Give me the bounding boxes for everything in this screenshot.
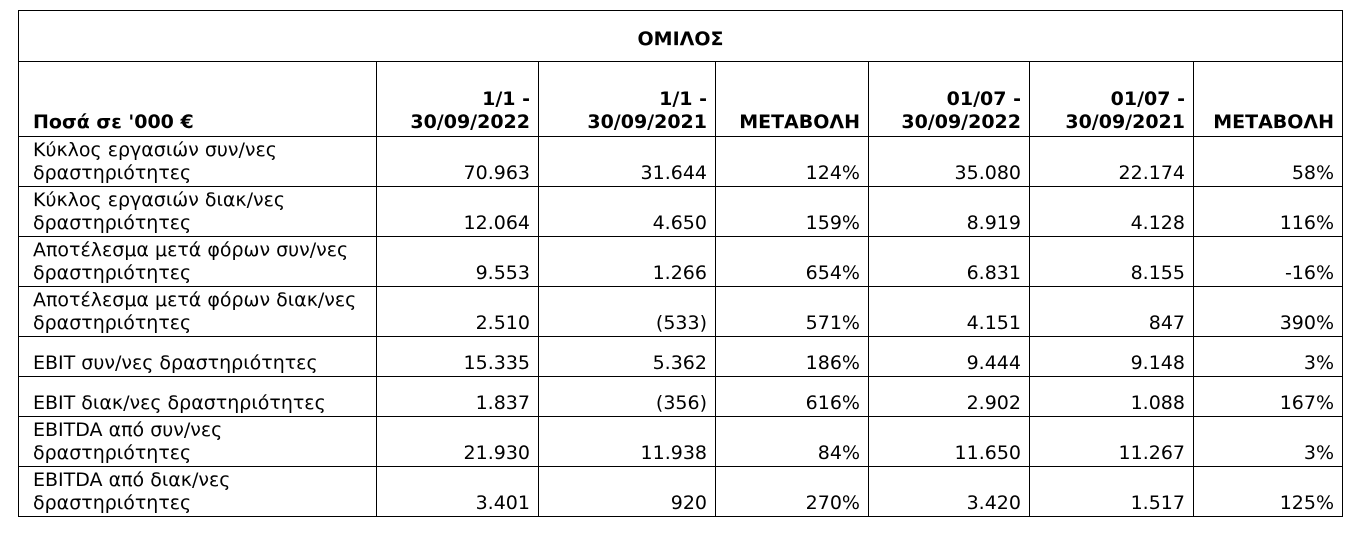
table-cell: 920: [539, 467, 716, 517]
table-cell: 390%: [1194, 287, 1343, 337]
row-label: [19, 467, 377, 517]
header-quarter-2022: [869, 62, 1030, 137]
table-cell: 1.266: [539, 237, 716, 287]
header-quarter-2021: [1030, 62, 1194, 137]
row-label-line: δραστηριότητες: [33, 442, 192, 464]
table-cell: 35.080: [869, 137, 1030, 187]
table-cell: 3%: [1194, 417, 1343, 467]
table-row: [19, 237, 1343, 287]
table-cell: 11.650: [869, 417, 1030, 467]
row-label: [19, 417, 377, 467]
table-cell: 12.064: [377, 187, 539, 237]
table-cell: 9.148: [1030, 337, 1194, 377]
table-cell: 8.919: [869, 187, 1030, 237]
table-row: [19, 187, 1343, 237]
row-label-line: EBITDA από συν/νες: [33, 419, 223, 441]
table-row: [19, 467, 1343, 517]
financial-table: [18, 10, 1343, 517]
table-title-row: [19, 11, 1343, 62]
table-cell: 186%: [716, 337, 869, 377]
table-cell: 9.444: [869, 337, 1030, 377]
table-title: ΟΜΙΛΟΣ: [19, 11, 1343, 62]
table-row: [19, 287, 1343, 337]
row-label: [19, 287, 377, 337]
table-cell: 8.155: [1030, 237, 1194, 287]
table-cell: 15.335: [377, 337, 539, 377]
table-cell: 6.831: [869, 237, 1030, 287]
row-label-line: δραστηριότητες: [33, 312, 192, 334]
table-cell: 1.837: [377, 377, 539, 417]
table-cell: 84%: [716, 417, 869, 467]
table-cell: 571%: [716, 287, 869, 337]
header-period-2022: [377, 62, 539, 137]
table-cell: 616%: [716, 377, 869, 417]
table-cell: 2.510: [377, 287, 539, 337]
header-line: ΜΕΤΑΒΟΛΗ: [739, 111, 860, 133]
row-label-line: EBITDA από διακ/νες: [33, 469, 231, 491]
row-label: [19, 337, 377, 377]
table-cell: 1.517: [1030, 467, 1194, 517]
row-label-line: δραστηριότητες: [33, 162, 192, 184]
row-label: [19, 237, 377, 287]
row-label-line: δραστηριότητες: [33, 212, 192, 234]
row-label-line: Κύκλος εργασιών συν/νες: [33, 139, 277, 161]
row-label-line: Αποτέλεσμα μετά φόρων συν/νες: [33, 239, 349, 261]
header-line: 30/09/2021: [1065, 111, 1185, 133]
row-label-line: δραστηριότητες: [33, 262, 192, 284]
header-amounts: [19, 62, 377, 137]
table-cell: 270%: [716, 467, 869, 517]
table-cell: (533): [539, 287, 716, 337]
table-cell: 116%: [1194, 187, 1343, 237]
table-row: [19, 377, 1343, 417]
table-cell: 4.650: [539, 187, 716, 237]
table-cell: 2.902: [869, 377, 1030, 417]
header-line: 30/09/2022: [901, 111, 1021, 133]
header-change: [716, 62, 869, 137]
table-cell: 3.420: [869, 467, 1030, 517]
row-label-line: Κύκλος εργασιών διακ/νες: [33, 189, 286, 211]
table-row: [19, 417, 1343, 467]
table-cell: 125%: [1194, 467, 1343, 517]
header-line: Ποσά σε '000 €: [33, 111, 194, 133]
header-line: 01/07 -: [946, 88, 1021, 110]
table-cell: 3%: [1194, 337, 1343, 377]
table-cell: -16%: [1194, 237, 1343, 287]
table-cell: 22.174: [1030, 137, 1194, 187]
row-label-line: δραστηριότητες: [33, 492, 192, 514]
header-line: 01/07 -: [1110, 88, 1185, 110]
table-cell: 124%: [716, 137, 869, 187]
header-line: 30/09/2021: [587, 111, 707, 133]
table-cell: 31.644: [539, 137, 716, 187]
table-cell: 4.151: [869, 287, 1030, 337]
row-label-line: Αποτέλεσμα μετά φόρων διακ/νες: [33, 289, 357, 311]
row-label: [19, 377, 377, 417]
table-cell: 11.267: [1030, 417, 1194, 467]
row-label: [19, 137, 377, 187]
table-cell: 654%: [716, 237, 869, 287]
table-cell: 9.553: [377, 237, 539, 287]
row-label-line: EBIT διακ/νες δραστηριότητες: [33, 392, 326, 414]
header-period-2021: [539, 62, 716, 137]
table-cell: 11.938: [539, 417, 716, 467]
table-cell: 3.401: [377, 467, 539, 517]
table-cell: 1.088: [1030, 377, 1194, 417]
header-row: [19, 62, 1343, 137]
table-row: [19, 137, 1343, 187]
header-line: ΜΕΤΑΒΟΛΗ: [1213, 111, 1335, 133]
table-cell: 70.963: [377, 137, 539, 187]
header-line: 1/1 -: [659, 88, 707, 110]
table-cell: 167%: [1194, 377, 1343, 417]
row-label-line: EBIT συν/νες δραστηριότητες: [33, 352, 318, 374]
table-cell: 159%: [716, 187, 869, 237]
header-quarter-change: [1194, 62, 1343, 137]
table-cell: 4.128: [1030, 187, 1194, 237]
row-label: [19, 187, 377, 237]
header-line: 30/09/2022: [410, 111, 530, 133]
table-cell: (356): [539, 377, 716, 417]
table-row: [19, 337, 1343, 377]
table-cell: 21.930: [377, 417, 539, 467]
table-cell: 847: [1030, 287, 1194, 337]
table-cell: 5.362: [539, 337, 716, 377]
table-cell: 58%: [1194, 137, 1343, 187]
header-line: 1/1 -: [482, 88, 530, 110]
